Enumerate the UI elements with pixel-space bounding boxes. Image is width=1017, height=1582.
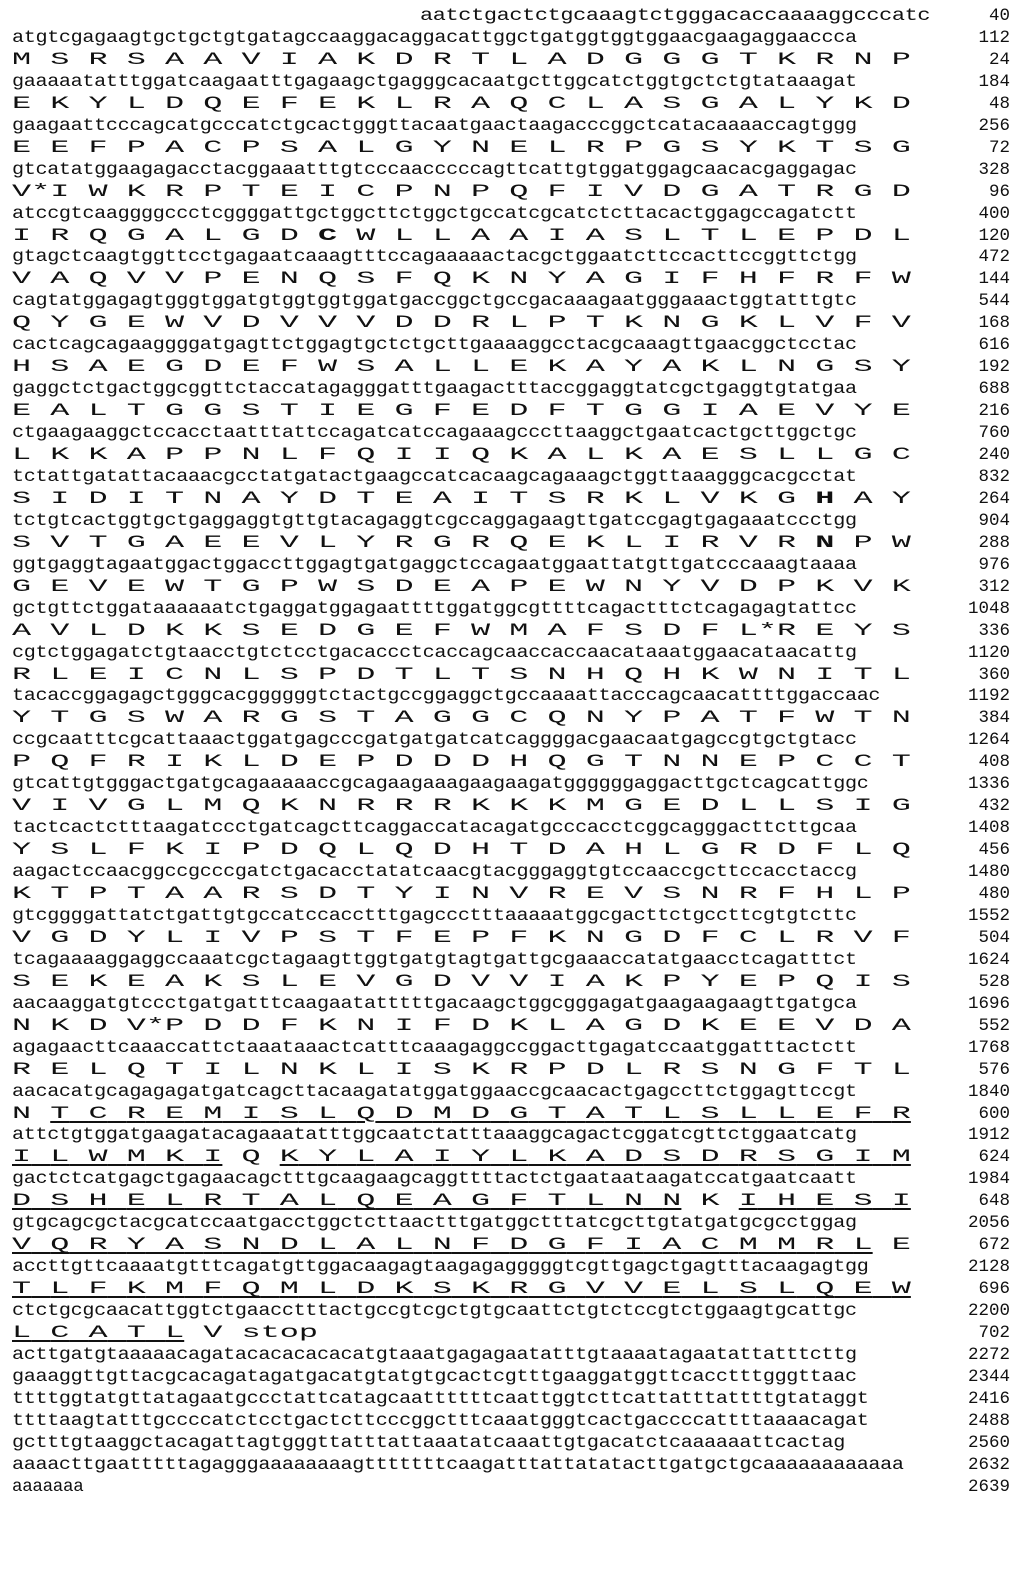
position-number: 1624 (967, 949, 1010, 970)
amino-acid-sequence: E A L T G G S T I E G F E D F T G G I A E V Y E (12, 401, 911, 422)
position-number: 552 (978, 1015, 1010, 1036)
nucleotide-line (12, 1168, 1010, 1190)
position-number: 1336 (967, 774, 1010, 795)
nucleotide-line (12, 685, 1010, 707)
highlighted-residue: C (317, 225, 338, 246)
amino-acid-sequence: G E V E W T G P W S D E A P E W N Y V D P K V K (12, 576, 911, 597)
nucleotide-line (12, 466, 1010, 488)
position-number: 904 (978, 510, 1010, 531)
nucleotide-line (12, 115, 1010, 137)
nucleotide-line (12, 71, 1010, 93)
amino-acid-line (12, 751, 1010, 773)
position-number: 648 (978, 1191, 1010, 1212)
amino-acid-line (12, 707, 1010, 729)
amino-acid-line (12, 795, 1010, 817)
amino-acid-sequence: Q Y G E W V D V V V D D R L P T K N G K L V F V (12, 313, 911, 334)
nucleotide-line (12, 554, 1010, 576)
position-number: 1048 (967, 598, 1010, 619)
position-number: 72 (988, 137, 1010, 158)
position-number: 408 (978, 752, 1010, 773)
nucleotide-line (12, 993, 1010, 1015)
position-number: 544 (978, 291, 1010, 312)
amino-acid-line (12, 268, 1010, 290)
position-number: 528 (978, 971, 1010, 992)
position-number: 2128 (967, 1257, 1010, 1278)
position-number: 976 (978, 554, 1010, 575)
nucleotide-sequence: aagactccaacggccgcccgatctgacacctatatcaacgtacgggaggtgtccaaccgcttccacctaccg (12, 862, 857, 883)
nucleotide-line (12, 1300, 1010, 1322)
nucleotide-sequence: gactctcatgagctgagaacagctttgcaagaagcaggttttactctgaataataagatccatgaatcaatt (12, 1169, 857, 1190)
amino-acid-sequence: E K Y L D Q E F E K L R A Q C L A S G A L Y K D (12, 93, 911, 114)
nucleotide-sequence: cactcagcagaaggggatgagttctggagtgctctgcttgaaaaggcctacgcaaagttgaacggctcctac (12, 335, 857, 356)
position-number: 702 (978, 1323, 1010, 1343)
amino-acid-line (12, 839, 1010, 861)
amino-acid-sequence: V G D Y L I V P S T F E P F K N G D F C L R V F (12, 927, 911, 948)
position-number: 264 (978, 488, 1010, 509)
position-number: 144 (978, 269, 1010, 290)
nucleotide-sequence: ttttggtatgttatagaatgccctattcatagcaattttttcaattggtcttcattatttattttgtataggt (12, 1388, 869, 1409)
position-number: 2560 (967, 1432, 1010, 1453)
amino-acid-line (12, 137, 1010, 159)
nucleotide-line (12, 598, 1010, 620)
position-number: 2416 (967, 1388, 1010, 1409)
position-number: 312 (978, 576, 1010, 597)
amino-acid-sequence: V Q R Y A S N D L A L N F D G F I A C M M R L E (12, 1235, 911, 1256)
nucleotide-line (12, 159, 1010, 181)
position-number: 336 (978, 620, 1010, 641)
nucleotide-line (12, 1476, 1010, 1498)
amino-acid-sequence: R E L Q T I L N K L I S K R P D L R S N G F T L (12, 1059, 911, 1080)
nucleotide-sequence: gaaaggttgttacgcacagatagatgacatgtatgtgcactcgtttgaaggatggttcacctttgggttaac (12, 1366, 857, 1387)
amino-acid-sequence: Y T G S W A R G S T A G G C Q N Y P A T F W T N (12, 708, 911, 729)
nucleotide-sequence: gctttgtaaggctacagattagtgggttatttattaaatatcaaattgtgacatctcaaaaaattcactag (12, 1432, 845, 1453)
nucleotide-line (12, 1037, 1010, 1059)
nucleotide-line (12, 905, 1010, 927)
nucleotide-line (12, 334, 1010, 356)
position-number: 2632 (967, 1454, 1010, 1475)
nucleotide-line (12, 861, 1010, 883)
nucleotide-sequence: tctgtcactggtgctgaggaggtgttgtacagaggtcgccaggagaagttgatccgagtgagaaatccctgg (12, 510, 857, 531)
amino-acid-sequence: I R Q G A L G D C W L L A A I A S L T L E P D L (12, 225, 911, 246)
position-number: 1120 (967, 642, 1010, 663)
position-number: 624 (978, 1147, 1010, 1168)
nucleotide-sequence: gctgttctggataaaaaatctgaggatggagaattttggatggcgttttcagactttctcagagagtattcc (12, 598, 857, 619)
position-number: 760 (978, 423, 1010, 444)
position-number: 2272 (967, 1344, 1010, 1365)
position-number: 472 (978, 247, 1010, 268)
nucleotide-line (12, 817, 1010, 839)
nucleotide-line (12, 1454, 1010, 1476)
nucleotide-line (12, 246, 1010, 268)
position-number: 2488 (967, 1410, 1010, 1431)
nucleotide-sequence: aacacatgcagagagatgatcagcttacaagatatggatggaaccgcaacactgagccttctggagttccgt (12, 1081, 857, 1102)
amino-acid-sequence: L C A T L V stop (12, 1323, 318, 1343)
position-number: 216 (978, 401, 1010, 422)
nucleotide-sequence: aaaaaaa (12, 1476, 84, 1497)
position-number: 1768 (967, 1037, 1010, 1058)
nucleotide-sequence: attctgtggatgaagatacagaaatatttggcaatctatttaaaggcagactcggatcgttctggaatcatg (12, 1125, 857, 1146)
position-number: 576 (978, 1059, 1010, 1080)
nucleotide-sequence: ggtgaggtagaatggactggaccttggagtgatgaggctccagaatggaattatgttgatcccaaagtaaaa (12, 554, 857, 575)
nucleotide-line (12, 1366, 1010, 1388)
position-number: 696 (978, 1279, 1010, 1300)
nucleotide-sequence: atccgtcaaggggccctcggggattgctggcttctggctgccatcgcatctcttacactggagccagatctt (12, 203, 857, 224)
nucleotide-sequence: gtagctcaagtggttcctgagaatcaaagtttccagaaaaactacgctggaatcttccacttccggttctgg (12, 247, 857, 268)
nucleotide-line (12, 642, 1010, 664)
position-number: 1480 (967, 862, 1010, 883)
position-number: 48 (988, 93, 1010, 114)
amino-acid-line (12, 620, 1010, 642)
nucleotide-line (12, 1081, 1010, 1103)
amino-acid-sequence: V A Q V V P E N Q S F Q K N Y A G I F H F R F W (12, 269, 911, 290)
position-number: 1696 (967, 993, 1010, 1014)
amino-acid-line (12, 1103, 1010, 1125)
nucleotide-sequence: agagaacttcaaaccattctaaataaactcatttcaaagaggccggacttgagatccaatggatttactctt (12, 1037, 857, 1058)
nucleotide-sequence: gaagaattcccagcatgcccatctgcactgggttacaatgaactaagacccggctcatacaaaaccagtggg (12, 115, 857, 136)
position-number: 2056 (967, 1213, 1010, 1234)
nucleotide-sequence: ctgaagaaggctccacctaatttattccagatcatccagaaagcccttaaggctgaatcactgcttggctgc (12, 423, 857, 444)
position-number: 184 (978, 71, 1010, 92)
amino-acid-sequence: P Q F R I K L D E P D D D H Q G T N N E P C C T (12, 752, 911, 773)
amino-acid-line (12, 312, 1010, 334)
nucleotide-sequence: cgtctggagatctgtaacctgtctcctgacaccctcaccagcaaccaccaacataaatggaacataacattg (12, 642, 857, 663)
amino-acid-line (12, 1146, 1010, 1168)
amino-acid-line (12, 1322, 1010, 1344)
nucleotide-sequence: gtcggggattatctgattgtgccatccacctttgagccctttaaaaatggcgacttctgccttcgtgtcttc (12, 905, 857, 926)
position-number: 504 (978, 927, 1010, 948)
highlighted-residue: N (815, 532, 835, 553)
nucleotide-sequence: acttgatgtaaaaacagatacacacacacatgtaaatgagagaatatttgtaaaatagaatattatttcttg (12, 1344, 857, 1365)
amino-acid-line (12, 1190, 1010, 1212)
nucleotide-sequence: ctctgcgcaacattggtctgaacctttactgccgtcgctgtgcaattctgtctccgtctggaagtgcattgc (12, 1301, 857, 1322)
amino-acid-line (12, 93, 1010, 115)
nucleotide-line (12, 773, 1010, 795)
nucleotide-sequence: atgtcgagaagtgctgctgtgatagccaaggacaggacattggctgatggtggtggaacgaagaggaaccca (12, 27, 857, 48)
position-number: 192 (978, 357, 1010, 378)
nucleotide-sequence: aatctgactctgcaaagtctgggacaccaaaaggcccatc (419, 6, 930, 26)
amino-acid-line (12, 181, 1010, 203)
amino-acid-line (12, 576, 1010, 598)
amino-acid-sequence: N T C R E M I S L Q D M D G T A T L S L L E F R (12, 1103, 911, 1124)
nucleotide-sequence: tactcactctttaagatccctgatcagcttcaggaccatacagatgcccacctcggcagggacttcttgcaa (12, 818, 857, 839)
amino-acid-sequence: K T P T A A R S D T Y I N V R E V S N R F H L P (12, 884, 911, 904)
nucleotide-line (12, 1256, 1010, 1278)
position-number: 688 (978, 379, 1010, 400)
amino-acid-sequence: D S H E L R T A L Q E A G F T L N N K I H E S I (12, 1191, 911, 1212)
amino-acid-sequence: R L E I C N L S P D T L T S N H Q H K W N I T L (12, 664, 911, 685)
nucleotide-sequence: gtcattgtgggactgatgcagaaaaaccgcagaagaaagaagaagatggggggaggacttgctcagcattggc (12, 774, 869, 795)
position-number: 1192 (967, 686, 1010, 707)
nucleotide-line (12, 27, 1010, 49)
highlighted-residue: H (815, 488, 835, 509)
nucleotide-line (12, 1212, 1010, 1234)
position-number: 168 (978, 313, 1010, 334)
amino-acid-sequence: V I V G L M Q K N R R R K K K M G E D L L S I G (12, 796, 911, 817)
amino-acid-line (12, 532, 1010, 554)
position-number: 328 (978, 159, 1010, 180)
position-number: 112 (978, 27, 1010, 48)
position-number: 240 (978, 445, 1010, 465)
nucleotide-sequence: gtgcagcgctacgcatccaatgacctggctcttaactttgatggctttatcgcttgtatgatgcgcctggag (12, 1213, 857, 1234)
amino-acid-sequence: A V L D K K S E D G E F W M A F S D F L*R E Y S (12, 620, 911, 641)
amino-acid-line (12, 444, 1010, 466)
nucleotide-line (12, 729, 1010, 751)
position-number: 384 (978, 708, 1010, 729)
amino-acid-line (12, 225, 1010, 247)
nucleotide-sequence: accttgttcaaaatgtttcagatgttggacaagagtaagagagggggtcgttgagctgagtttacaagagtgg (12, 1257, 869, 1278)
nucleotide-sequence: gtcatatggaagagacctacggaaatttgtcccaacccccagttcattgtggatggagcaacacgaggagac (12, 159, 857, 180)
nucleotide-sequence: aacaaggatgtccctgatgatttcaagaatatttttgacaagctggcgggagatgaagaagaagttgatgca (12, 993, 857, 1014)
amino-acid-sequence: S I D I T N A Y D T E A I T S R K L V K G H A Y (12, 488, 911, 509)
amino-acid-sequence: E E F P A C P S A L G Y N E L R P G S Y K T S G (12, 137, 911, 158)
amino-acid-sequence: I L W M K I Q K Y L A I Y L K A D S D R S G I M (12, 1147, 911, 1168)
nucleotide-line (12, 1410, 1010, 1432)
amino-acid-sequence: H S A E G D E F W S A L L E K A Y A K L N G S Y (12, 357, 911, 378)
nucleotide-line (12, 203, 1010, 225)
position-number: 1408 (967, 818, 1010, 839)
nucleotide-line (12, 1124, 1010, 1146)
amino-acid-line (12, 1059, 1010, 1081)
amino-acid-line (12, 927, 1010, 949)
position-number: 832 (978, 466, 1010, 487)
position-number: 1912 (967, 1125, 1010, 1146)
nucleotide-sequence: gaggctctgactggcggttctaccatagagggatttgaagactttaccggaggtatcgctgaggtgtatgaa (12, 379, 857, 400)
position-number: 2344 (967, 1366, 1010, 1387)
amino-acid-line (12, 664, 1010, 686)
nucleotide-sequence: tacaccggagagctgggcacggggggtctactgccggaggctgccaaaattacccagcaacattttggaccaac (12, 686, 881, 707)
position-number: 360 (978, 664, 1010, 685)
amino-acid-sequence: N K D V*P D D F K N I F D K L A G D K E E V D A (12, 1015, 911, 1036)
position-number: 480 (978, 884, 1010, 904)
amino-acid-sequence: L K K A P P N L F Q I I Q K A L K A E S L L G C (12, 445, 911, 465)
position-number: 2200 (967, 1301, 1010, 1322)
amino-acid-sequence: S V T G A E E V L Y R G R Q E K L I R V R N P W (12, 532, 911, 553)
amino-acid-line (12, 400, 1010, 422)
amino-acid-line (12, 49, 1010, 71)
position-number: 120 (978, 225, 1010, 246)
nucleotide-line (12, 290, 1010, 312)
position-number: 24 (988, 49, 1010, 70)
nucleotide-line (12, 5, 1010, 27)
nucleotide-line (12, 1432, 1010, 1454)
amino-acid-line (12, 883, 1010, 905)
amino-acid-line (12, 1015, 1010, 1037)
amino-acid-sequence: T L F K M F Q M L D K S K R G V V E L S L Q E W (12, 1279, 911, 1300)
position-number: 1264 (967, 730, 1010, 751)
position-number: 1552 (967, 905, 1010, 926)
position-number: 432 (978, 796, 1010, 817)
nucleotide-line (12, 422, 1010, 444)
position-number: 96 (988, 181, 1010, 202)
amino-acid-line (12, 1278, 1010, 1300)
nucleotide-line (12, 1388, 1010, 1410)
nucleotide-sequence: tctattgatattacaaacgcctatgatactgaagccatcacaagcagaaagctggttaaagggcacgcctat (12, 466, 857, 487)
nucleotide-sequence: cagtatggagagtgggtggatgtggtggtggatgaccggctgccgacaaagaatgggaaactggtatttgtc (12, 291, 857, 312)
position-number: 1984 (967, 1169, 1010, 1190)
position-number: 456 (978, 840, 1010, 861)
position-number: 288 (978, 532, 1010, 553)
amino-acid-line (12, 488, 1010, 510)
position-number: 1840 (967, 1081, 1010, 1102)
nucleotide-line (12, 949, 1010, 971)
amino-acid-line (12, 971, 1010, 993)
amino-acid-line (12, 356, 1010, 378)
amino-acid-sequence: V*I W K R P T E I C P N P Q F I V D G A T R G D (12, 181, 911, 202)
amino-acid-sequence: S E K E A K S L E V G D V V I A K P Y E P Q I S (12, 971, 911, 992)
amino-acid-sequence: Y S L F K I P D Q L Q D H T D A H L G R D F L Q (12, 840, 911, 861)
nucleotide-sequence: aaaacttgaatttttagagggaaaaaaaagtttttttcaagatttattatatacttgatgctgcaaaaaaaaaaaa (12, 1454, 904, 1475)
nucleotide-sequence: ttttaagtatttgccccatctcctgactcttcccggctttcaaatgggtcactgaccccattttaaaacagat (12, 1410, 869, 1431)
position-number: 256 (978, 115, 1010, 136)
position-number: 2639 (967, 1476, 1010, 1497)
nucleotide-sequence: gaaaaatatttggatcaagaatttgagaagctgagggcacaatgcttggcatctggtgctctgtataaagat (12, 71, 857, 92)
position-number: 672 (978, 1235, 1010, 1256)
nucleotide-line (12, 378, 1010, 400)
nucleotide-line (12, 1344, 1010, 1366)
amino-acid-line (12, 1234, 1010, 1256)
nucleotide-sequence: ccgcaatttcgcattaaactggatgagcccgatgatgatcatcaggggacgaacaatgagccgtgctgtacc (12, 730, 857, 751)
amino-acid-sequence: M S R S A A V I A K D R T L A D G G G T K R N P (12, 49, 911, 70)
nucleotide-line (12, 510, 1010, 532)
position-number: 616 (978, 335, 1010, 356)
position-number: 40 (988, 6, 1010, 26)
position-number: 400 (978, 203, 1010, 224)
nucleotide-sequence: tcagaaaaggaggccaaatcgctagaagttggtgatgtagtgattgcgaaaccatatgaacctcagatttct (12, 949, 857, 970)
position-number: 600 (978, 1103, 1010, 1124)
